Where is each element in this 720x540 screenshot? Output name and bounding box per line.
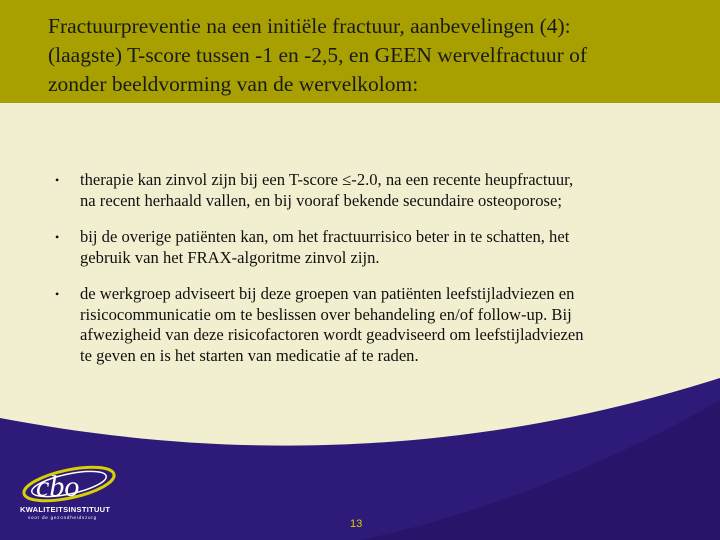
cbo-logo-icon: [14, 462, 124, 532]
title-line: (laagste) T-score tussen -1 en -2,5, en GEEN wervelfractuur of: [48, 43, 588, 67]
title-line: zonder beeldvorming van de wervelkolom:: [48, 72, 419, 96]
bullet-marker: •: [55, 173, 60, 187]
bullet-line: afwezigheid van deze risicofactoren wordt geadviseerd om leefstijladviezen: [80, 325, 584, 344]
bullet-line: therapie kan zinvol zijn bij een T-score ≤-2.0, na een recente heupfractuur,: [80, 170, 574, 189]
bullet-line: bij de overige patiënten kan, om het fractuurrisico beter in te schatten, het: [80, 227, 570, 246]
bullet-line: te geven en is het starten van medicatie af te raden.: [80, 345, 419, 365]
logo-name: KWALITEITSINSTITUUT: [20, 505, 111, 514]
bullet-marker: •: [55, 230, 60, 244]
page-number: 13: [350, 518, 363, 530]
bullet-line: de werkgroep adviseert bij deze groepen van patiënten leefstijladviezen en: [80, 284, 575, 303]
bullet-line: na recent herhaald vallen, en bij vooraf bekende secundaire osteoporose;: [80, 190, 562, 210]
bullet-marker: •: [55, 287, 60, 301]
bullet-line: risicocommunicatie om te beslissen over behandeling en/of follow-up. Bij: [80, 304, 572, 324]
title-line: Fractuurpreventie na een initiële fractuur, aanbevelingen (4):: [48, 14, 571, 38]
svg-text:cbo: cbo: [36, 470, 80, 503]
logo-subtitle: voor de gezondheidszorg: [28, 515, 97, 520]
bullet-line: gebruik van het FRAX-algoritme zinvol zijn.: [80, 247, 380, 267]
